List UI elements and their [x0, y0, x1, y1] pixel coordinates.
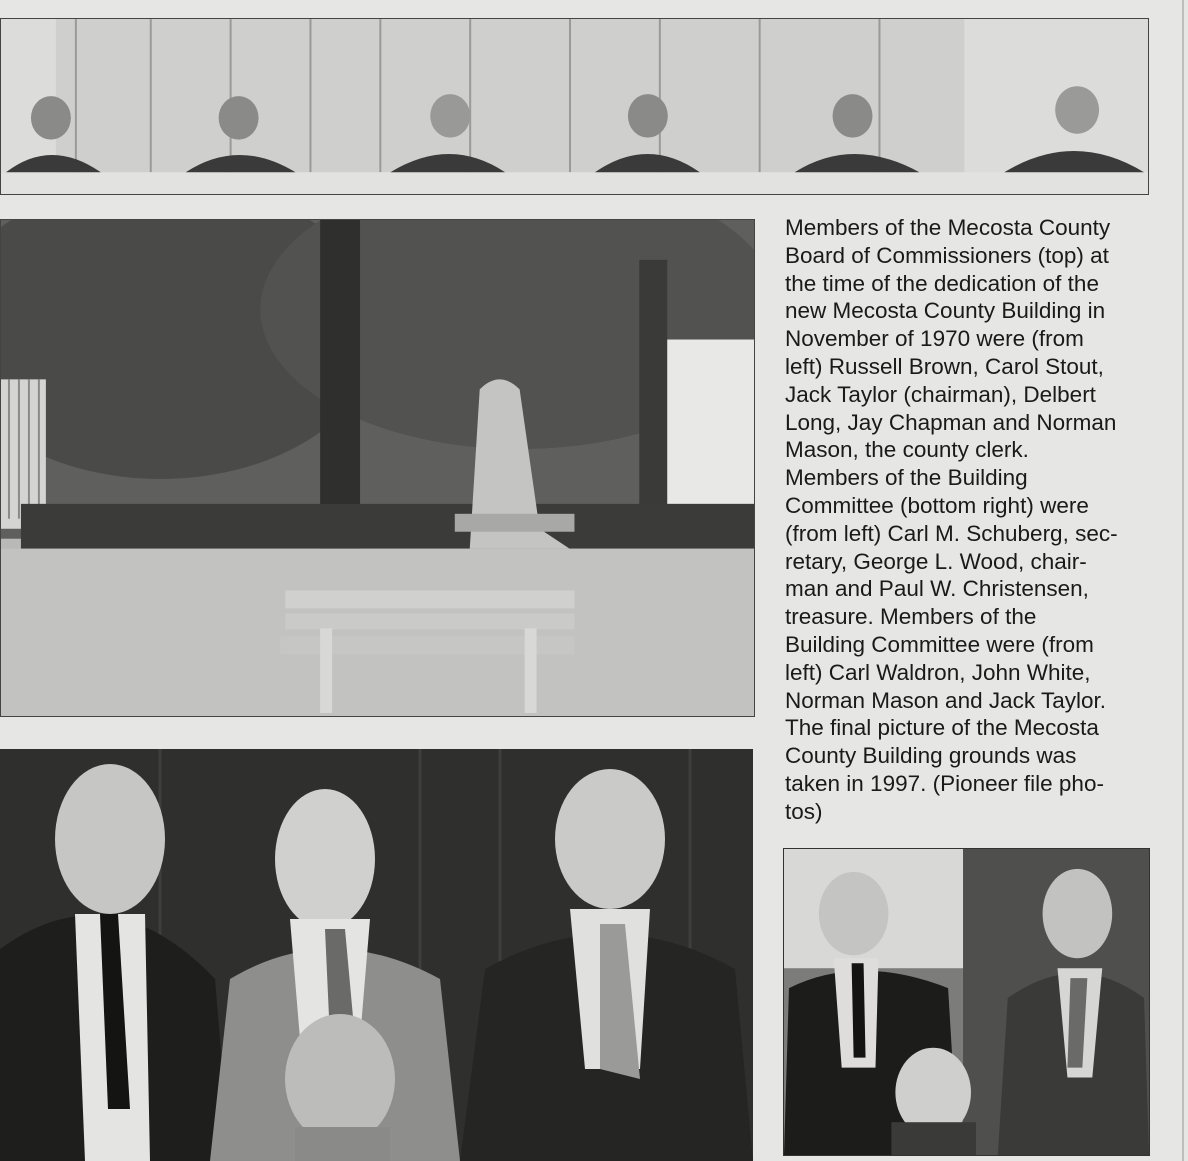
- county-building-grounds-photo: [0, 219, 755, 717]
- caption-line: treasure. Members of the: [785, 604, 1037, 630]
- caption-line: left) Carl Waldron, John White,: [785, 659, 1091, 685]
- caption-line: Building Committee were (from: [785, 631, 1094, 657]
- photo-caption: [785, 214, 1157, 826]
- building-committee-photo: [0, 749, 753, 1161]
- commissioners-group-photo: [783, 848, 1150, 1156]
- caption-line: new Mecosta County Building in: [785, 298, 1106, 324]
- commissioners-photo: [0, 18, 1149, 195]
- caption-line: Long, Jay Chapman and Norman: [785, 409, 1117, 435]
- caption-line: Board of Commissioners (top) at: [785, 242, 1109, 268]
- caption-line: November of 1970 were (from: [785, 326, 1084, 352]
- caption-line: retary, George L. Wood, chair-: [785, 548, 1087, 574]
- caption-line: The final picture of the Mecosta: [785, 715, 1099, 741]
- caption-line: left) Russell Brown, Carol Stout,: [785, 353, 1104, 379]
- caption-line: Members of the Building: [785, 465, 1028, 491]
- caption-line: taken in 1997. (Pioneer file pho-: [785, 770, 1104, 796]
- caption-line: man and Paul W. Christensen,: [785, 576, 1089, 602]
- caption-line: the time of the dedication of the: [785, 270, 1099, 296]
- page-edge: [1182, 0, 1184, 1161]
- caption-line: Members of the Mecosta County: [785, 215, 1111, 240]
- caption-line: Committee (bottom right) were: [785, 492, 1089, 518]
- caption-line: tos): [785, 798, 823, 824]
- caption-line: County Building grounds was: [785, 743, 1077, 769]
- caption-line: Jack Taylor (chairman), Delbert: [785, 381, 1096, 407]
- caption-line: Norman Mason and Jack Taylor.: [785, 687, 1106, 713]
- caption-line: (from left) Carl M. Schuberg, sec-: [785, 520, 1118, 546]
- caption-line: Mason, the county clerk.: [785, 437, 1029, 463]
